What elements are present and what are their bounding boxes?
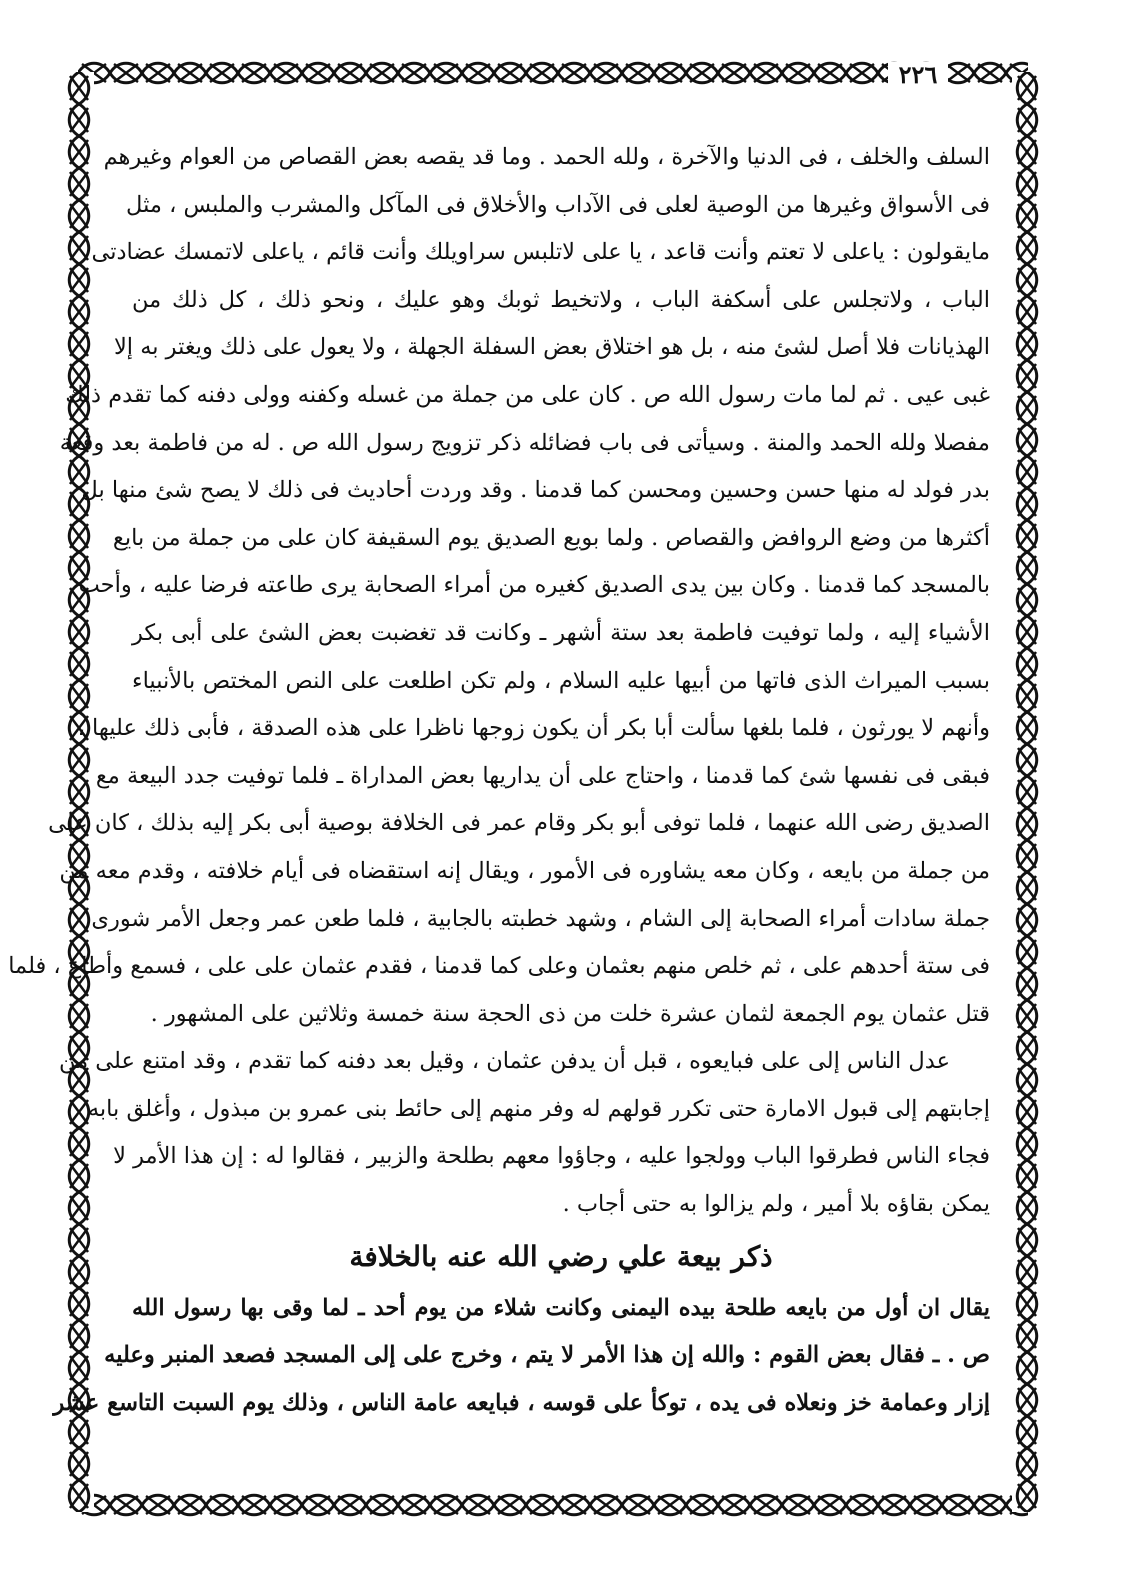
text-line: ص . ـ فقال بعض القوم : والله إن هذا الأمر لا يتم ، وخرج على إلى المسجد فصعد المنبر وعليه — [104, 1342, 990, 1369]
text-line: بسبب الميراث الذى فاتها من أبيها عليه السلام ، ولم تكن اطلعت على النص المختص بالأنبياء — [132, 667, 990, 694]
text-line: من جملة من بايعه ، وكان معه يشاوره فى الأمور ، ويقال إنه استقضاه فى أيام خلافته ، وقدم معه من — [59, 857, 990, 884]
text-body — [8, 134, 990, 1427]
text-line: وأنهم لا يورثون ، فلما بلغها سألت أبا بكر أن يكون زوجها ناظرا على هذه الصدقة ، فأبى ذلك عليها ، — [77, 715, 990, 742]
text-line: الهذيانات فلا أصل لشئ منه ، بل هو اختلاق بعض السفلة الجهلة ، ولا يعول على ذلك ويغتر به إلا — [113, 334, 990, 361]
top-chain-ornament — [78, 58, 1028, 88]
bottom-chain-ornament — [78, 1490, 1028, 1520]
text-line: فى ستة أحدهم على ، ثم خلص منهم بعثمان وعلى كما قدمنا ، فقدم عثمان على على ، فسمع وأطاع ، فلما — [8, 953, 990, 980]
text-line: إجابتهم إلى قبول الامارة حتى تكرر قولهم له وفر منهم إلى حائط بنى عمرو بن مبذول ، وأغلق بابه — [87, 1095, 990, 1122]
text-line: غبى عيى . ثم لما مات رسول الله ص . كان على من جملة من غسله وكفنه وولى دفنه كما تقدم ذلك — [65, 381, 990, 408]
text-line: الصديق رضى الله عنهما ، فلما توفى أبو بكر وقام عمر فى الخلافة بوصية أبى بكر إليه بذلك ، كان على — [48, 810, 990, 837]
text-line: قتل عثمان يوم الجمعة لثمان عشرة خلت من ذى الحجة سنة خمسة وثلاثين على المشهور . — [150, 1000, 990, 1027]
text-line: فى الأسواق وغيرها من الوصية لعلى فى الآداب والأخلاق فى المآكل والمشرب والملبس ، مثل — [126, 191, 990, 218]
text-line: أكثرها من وضع الروافض والقصاص . ولما بويع الصديق يوم السقيفة كان على من جملة من بايع — [112, 524, 990, 551]
text-line: بدر فولد له منها حسن وحسين ومحسن كما قدمنا . وقد وردت أحاديث فى ذلك لا يصح شئ منها بل — [81, 477, 990, 504]
text-line: السلف والخلف ، فى الدنيا والآخرة ، ولله الحمد . وما قد يقصه بعض القصاص من العوام وغيرهم — [103, 144, 990, 170]
text-line: مفصلا ولله الحمد والمنة . وسيأتى فى باب فضائله ذكر تزويج رسول الله ص . له من فاطمة بعد وقعة — [59, 429, 990, 456]
paragraph-1 — [8, 134, 990, 1038]
text-line: يقال ان أول من بايعه طلحة بيده اليمنى وكانت شلاء من يوم أحد ـ لما وقى بها رسول الله — [132, 1294, 990, 1321]
text-line: إزار وعمامة خز ونعلاه فى يده ، توكأ على قوسه ، فبايعه عامة الناس ، وذلك يوم السبت التاسع عشر — [53, 1389, 990, 1416]
text-line: يمكن بقاؤه بلا أمير ، ولم يزالوا به حتى أجاب . — [562, 1191, 990, 1218]
text-line: الباب ، ولاتجلس على أسكفة الباب ، ولاتخيط ثوبك وهو عليك ، ونحو ذلك ، كل ذلك من — [132, 286, 990, 313]
text-line: عدل الناس إلى على فبايعوه ، قبل أن يدفن عثمان ، وقيل بعد دفنه كما تقدم ، وقد امتنع على من — [58, 1048, 950, 1075]
text-line: مايقولون : ياعلى لا تعتم وأنت قاعد ، يا على لاتلبس سراويلك وأنت قائم ، ياعلى لاتمسك عضادتى — [91, 239, 990, 266]
paragraph-2 — [58, 1038, 990, 1228]
text-line: الأشياء إليه ، ولما توفيت فاطمة بعد ستة أشهر ـ وكانت قد تغضبت بعض الشئ على أبى بكر — [132, 619, 990, 646]
text-line: بالمسجد كما قدمنا . وكان بين يدى الصديق كغيره من أمراء الصحابة يرى طاعته فرضا عليه ، وأحب — [78, 572, 990, 599]
section-heading: ذكر بيعة علي رضي الله عنه بالخلافة — [349, 1239, 773, 1273]
left-chain-ornament — [64, 72, 94, 1512]
text-line: جملة سادات أمراء الصحابة إلى الشام ، وشهد خطبته بالجابية ، فلما طعن عمر وجعل الأمر شورى — [91, 905, 990, 932]
page-number: ٢٢٦ — [888, 62, 948, 88]
text-line: فجاء الناس فطرقوا الباب وولجوا عليه ، وجاؤوا معهم بطلحة والزبير ، فقالوا له : إن هذا الأمر لا — [113, 1143, 990, 1170]
right-chain-ornament — [1012, 72, 1042, 1512]
text-line: فبقى فى نفسها شئ كما قدمنا ، واحتاج على أن يداريها بعض المداراة ـ فلما توفيت جدد البيعة مع — [95, 762, 990, 789]
paragraph-3 — [53, 1285, 990, 1428]
